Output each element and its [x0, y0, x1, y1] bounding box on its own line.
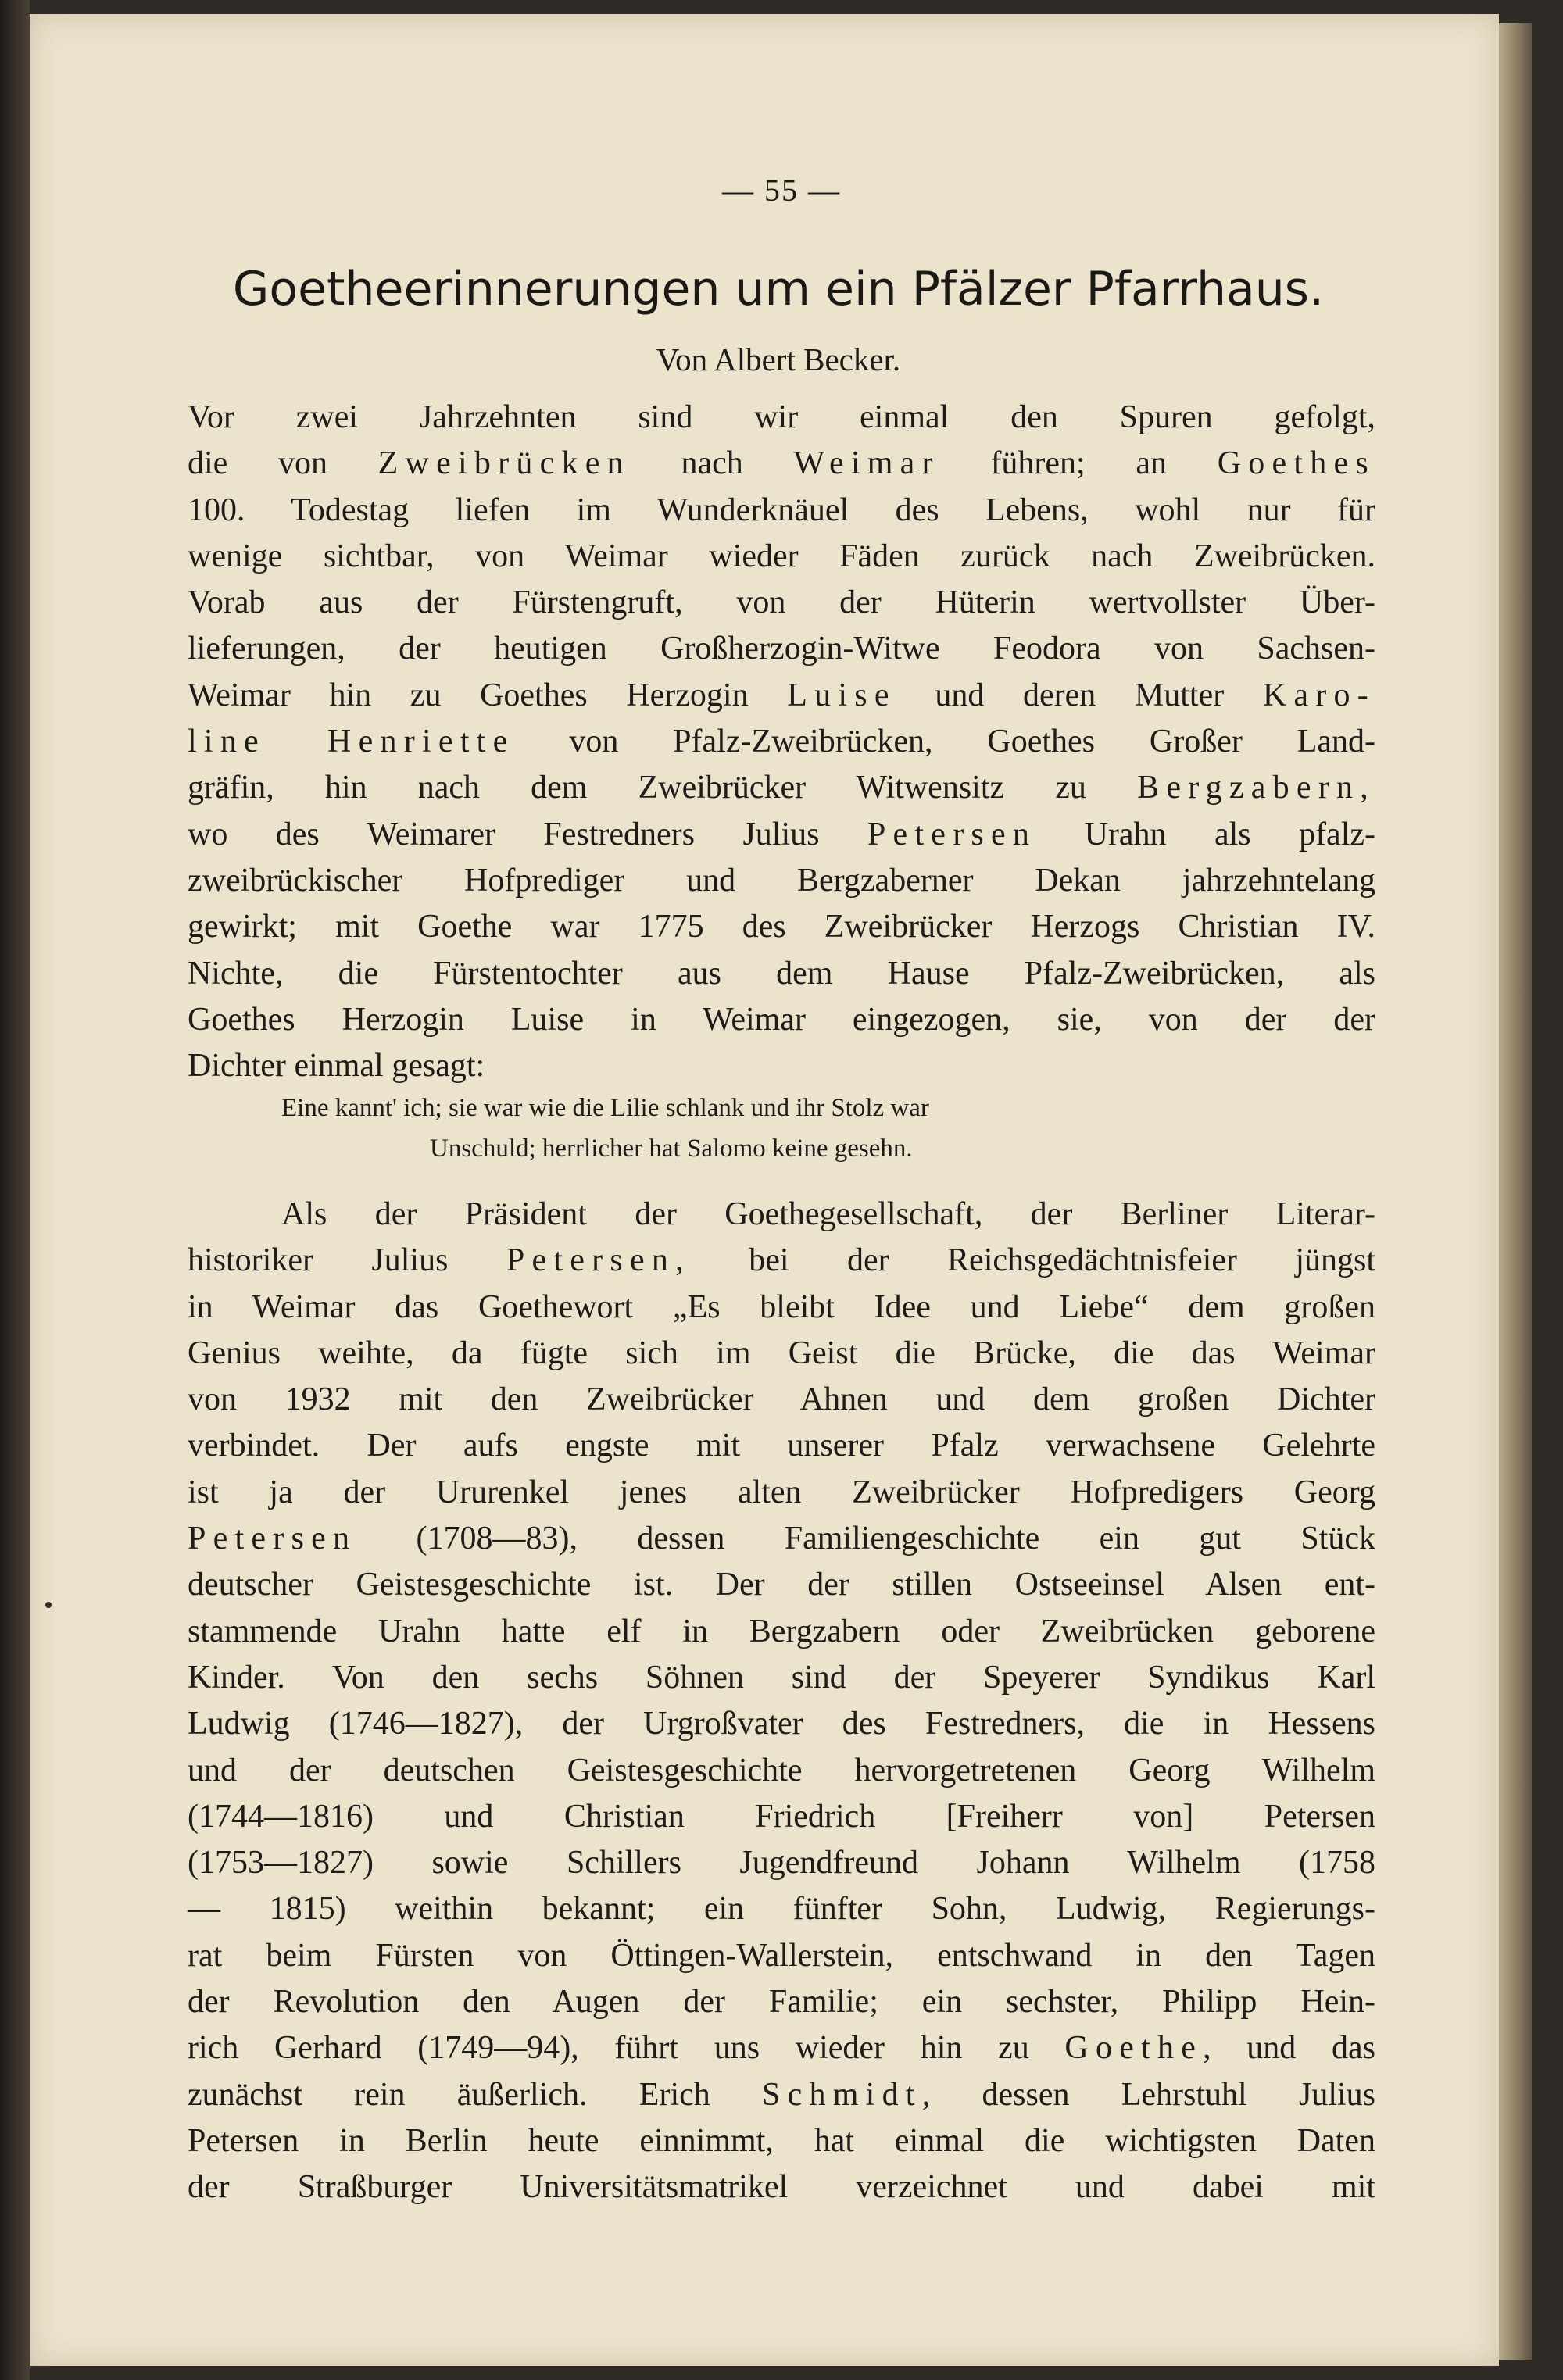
text-line: Vor zwei Jahrzehnten sind wir einmal den Spuren gefolgt, [188, 399, 1375, 435]
text-line: Petersen (1708—83), dessen Familiengeschichte ein gut Stück [188, 1521, 1375, 1557]
text-line: Nichte, die Fürstentochter aus dem Hause Pfalz-Zweibrücken, als [188, 955, 1375, 992]
text-line: ist ja der Ururenkel jenes alten Zweibrücker Hofpredigers Georg [188, 1474, 1375, 1510]
text-line: von 1932 mit den Zweibrücker Ahnen und dem großen Dichter [188, 1381, 1375, 1418]
ink-speck [45, 1602, 52, 1608]
text-line: zweibrückischer Hofprediger und Bergzaberner Dekan jahrzehntelang [188, 862, 1375, 899]
text-line: lieferungen, der heutigen Großherzogin-Witwe Feodora von Sachsen- [188, 631, 1375, 667]
quote-line: Unschuld; herrlicher hat Salomo keine gesehn. [430, 1135, 913, 1163]
text-line: Kinder. Von den sechs Söhnen sind der Speyerer Syndikus Karl [188, 1659, 1375, 1696]
text-line: Vorab aus der Fürstengruft, von der Hüterin wertvollster Über- [188, 584, 1375, 621]
text-line: stammende Urahn hatte elf in Bergzabern oder Zweibrücken geborene [188, 1613, 1375, 1649]
text-line: rich Gerhard (1749—94), führt uns wieder hin zu Goethe, und das [188, 2030, 1375, 2067]
paragraph-2 [188, 1192, 1375, 2211]
text-line: Ludwig (1746—1827), der Urgroßvater des Festredners, die in Hessens [188, 1706, 1375, 1742]
text-line: line Henriette von Pfalz-Zweibrücken, Goethes Großer Land- [188, 724, 1375, 760]
text-line: deutscher Geistesgeschichte ist. Der der stillen Ostseeinsel Alsen ent- [188, 1567, 1375, 1603]
text-line: historiker Julius Petersen, bei der Reichsgedächtnisfeier jüngst [188, 1242, 1375, 1279]
text-line: 100. Todestag liefen im Wunderknäuel des Lebens, wohl nur für [188, 491, 1375, 528]
text-line: zunächst rein äußerlich. Erich Schmidt, dessen Lehrstuhl Julius [188, 2076, 1376, 2113]
text-line: der Straßburger Universitätsmatrikel verzeichnet und dabei mit [188, 2169, 1375, 2206]
text-line: gewirkt; mit Goethe war 1775 des Zweibrücker Herzogs Christian IV. [188, 909, 1375, 945]
article-author: Von Albert Becker. [656, 341, 901, 377]
text-line: rat beim Fürsten von Öttingen-Wallerstein, entschwand in den Tagen [188, 1937, 1375, 1974]
paragraph-1 [188, 395, 1375, 1089]
page-number: — 55 — [722, 173, 841, 208]
article-title: Goetheerinnerungen um ein Pfälzer Pfarrhaus. [232, 262, 1325, 316]
text-line: Petersen in Berlin heute einnimmt, hat einmal die wichtigsten Daten [188, 2122, 1375, 2159]
text-line: die von Zweibrücken nach Weimar führen; an Goethes [188, 445, 1375, 482]
text-line: der Revolution den Augen der Familie; ein sechster, Philipp Hein- [188, 1984, 1375, 2021]
text-line: (1753—1827) sowie Schillers Jugendfreund Johann Wilhelm (1758 [188, 1845, 1375, 1881]
text-line: und der deutschen Geistesgeschichte hervorgetretenen Georg Wilhelm [188, 1752, 1375, 1789]
text-line: wenige sichtbar, von Weimar wieder Fäden zurück nach Zweibrücken. [188, 538, 1375, 574]
text-line: gräfin, hin nach dem Zweibrücker Witwensitz zu Bergzabern, [188, 770, 1375, 806]
text-line: Dichter einmal gesagt: [188, 1048, 485, 1085]
text-line: Genius weihte, da fügte sich im Geist die Brücke, die das Weimar [188, 1335, 1375, 1371]
quote-line: Eine kannt' ich; sie war wie die Lilie schlank und ihr Stolz war [281, 1094, 929, 1122]
text-line: Als der Präsident der Goethegesellschaft, der Berliner Literar- [281, 1196, 1375, 1232]
text-line: Goethes Herzogin Luise in Weimar eingezogen, sie, von der der [188, 1001, 1375, 1038]
text-line: verbindet. Der aufs engste mit unserer Pfalz verwachsene Gelehrte [188, 1428, 1375, 1464]
text-line: in Weimar das Goethewort „Es bleibt Idee und Liebe“ dem großen [188, 1288, 1375, 1325]
text-line: — 1815) weithin bekannt; ein fünfter Sohn, Ludwig, Regierungs- [188, 1891, 1375, 1928]
poem-quote [281, 1088, 1235, 1169]
text-line: wo des Weimarer Festredners Julius Petersen Urahn als pfalz- [188, 816, 1375, 852]
book-binding-edge [0, 0, 30, 2380]
page-stack-edge [1499, 23, 1532, 2360]
text-line: Weimar hin zu Goethes Herzogin Luise und deren Mutter Karo- [188, 677, 1375, 713]
text-line: (1744—1816) und Christian Friedrich [Freiherr von] Petersen [188, 1798, 1375, 1835]
